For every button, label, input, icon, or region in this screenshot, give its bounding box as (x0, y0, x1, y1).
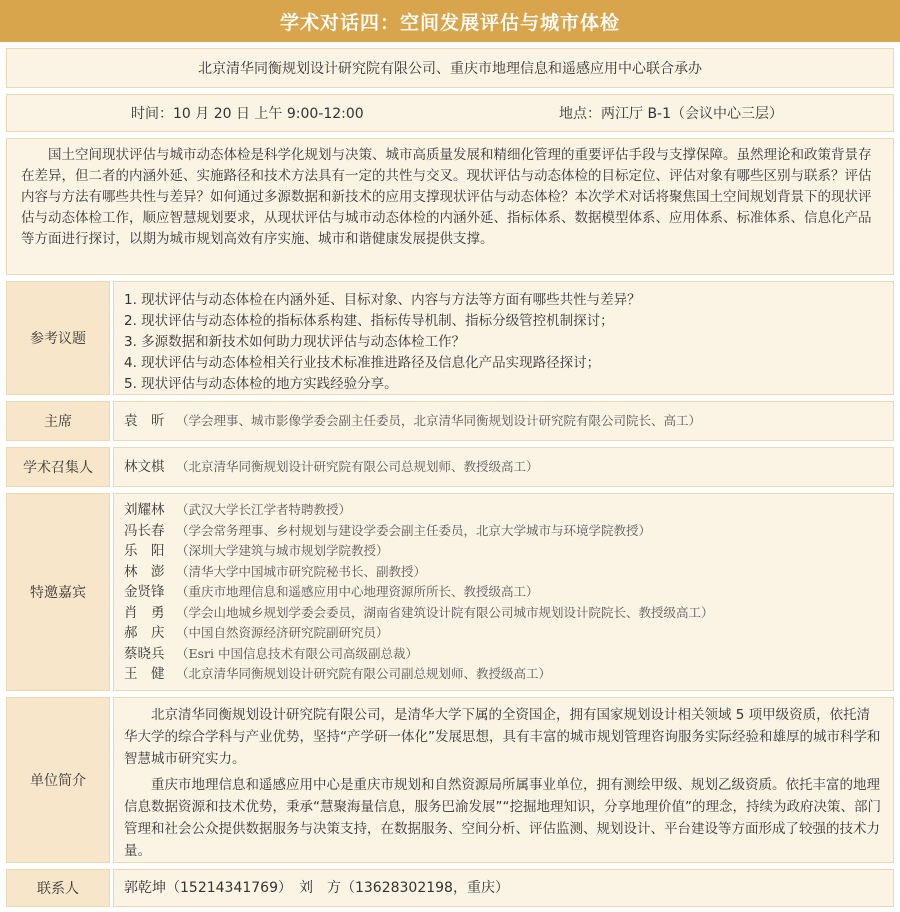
guest-item (124, 623, 883, 644)
topics-label: 参考议题 (6, 281, 110, 395)
guest-name: 冯长春 (124, 522, 165, 539)
topics-row (0, 278, 900, 398)
chair-name: 袁 昕 (124, 412, 165, 429)
session-title: 学术对话四：空间发展评估与城市体检 (0, 0, 900, 42)
organizers-row (0, 45, 900, 91)
guest-affiliation: （重庆市地理信息和遥感应用中心地理资源所所长、教授级高工） (176, 584, 539, 599)
guest-affiliation: （武汉大学长江学者特聘教授） (176, 502, 352, 517)
time-location-cell (6, 94, 894, 132)
guest-item (124, 541, 883, 562)
guest-name: 乐 阳 (124, 543, 165, 559)
chair-row (0, 398, 900, 444)
session-location: 地点：两江厅 B-1（会议中心三层） (559, 106, 784, 122)
guests-label: 特邀嘉宾 (6, 493, 110, 691)
units-row (0, 694, 900, 866)
convener-affiliation: （北京清华同衡规划设计研究院有限公司总规划师、教授级高工） (176, 458, 539, 474)
intro-text: 国土空间现状评估与城市动态体检是科学化规划与决策、城市高质量发展和精细化管理的重要评估手段与支撑保障。虽然理论和政策背景存在差异，但二者的内涵外延、实施路径和技术方法具有一定的共性与交叉。现状评估与动态体检的目标定位、评估对象有哪些区别与联系？评估内容与方法有哪些共性与差异？如何通过多源数据和新技术的应用支撑现状评估与动态体检？本次学术对话将聚焦国土空间规划背景下的现状评估与动态体检工作，顺应智慧规划要求，从现状评估与城市动态体检的内涵外延、指标体系、数据模型体系、应用体系、标准体系、信息化产品等方面进行探讨，以期为城市规划高效有序实施、城市和谐健康发展提供支撑。 (6, 138, 894, 275)
guest-item (124, 562, 883, 583)
contact-label: 联系人 (6, 869, 110, 907)
guest-item (124, 644, 883, 665)
guest-affiliation: （学会山地城乡规划学委会委员，湖南省建筑设计院有限公司城市规划设计院院长、教授级高工） (176, 604, 714, 620)
topic-item: 1. 现状评估与动态体检在内涵外延、目标对象、内容与方法等方面有哪些共性与差异？ (124, 292, 641, 308)
convener-label: 学术召集人 (6, 447, 110, 487)
intro-row (0, 135, 900, 278)
topic-item: 5. 现状评估与动态体检的地方实践经验分享。 (124, 376, 398, 392)
convener-name: 林文棋 (124, 458, 165, 475)
guests-list (113, 493, 894, 691)
convener-row (0, 444, 900, 490)
convener-content (113, 447, 894, 487)
guest-name: 王 健 (124, 666, 165, 682)
topic-item: 2. 现状评估与动态体检的指标体系构建、指标传导机制、指标分级管控机制探讨； (124, 313, 614, 329)
chair-affiliation: （学会理事、城市影像学委会副主任委员，北京清华同衡规划设计研究院有限公司院长、高工） (176, 412, 702, 428)
guest-item (124, 521, 883, 542)
guest-name: 郝 庆 (124, 625, 165, 641)
topic-item: 3. 多源数据和新技术如何助力现状评估与动态体检工作？ (124, 334, 466, 350)
time-location-row (0, 91, 900, 135)
guest-item (124, 500, 883, 521)
topics-list (113, 281, 894, 395)
guest-name: 刘耀林 (124, 502, 165, 518)
units-label: 单位简介 (6, 697, 110, 863)
guest-affiliation: （深圳大学建筑与城市规划学院教授） (176, 543, 389, 558)
guest-affiliation: （学会常务理事、乡村规划与建设学委会副主任委员，北京大学城市与环境学院教授） (176, 522, 652, 538)
unit-intro-paragraph: 重庆市地理信息和遥感应用中心是重庆市规划和自然资源局所属事业单位，拥有测绘甲级、规划乙级资质。依托丰富的地理信息数据资源和技术优势，秉承“慧聚海量信息，服务巴渝发展”“挖掘地理知识，分享地理价值”的理念，持续为政府决策、部门管理和社会公众提供数据服务与决策支持，在数据服务、空间分析、评估监测、规划设计、平台建设等方面形成了较强的技术力量。 (124, 777, 881, 859)
guest-name: 肖 勇 (124, 604, 165, 621)
guests-row (0, 490, 900, 694)
guest-affiliation: （中国自然资源经济研究院副研究员） (176, 625, 389, 640)
contact-content (113, 869, 894, 907)
organizers-text: 北京清华同衡规划设计研究院有限公司、重庆市地理信息和遥感应用中心联合承办 (6, 48, 894, 88)
guest-item (124, 603, 883, 624)
guest-name: 林 澎 (124, 563, 165, 580)
guest-affiliation: （北京清华同衡规划设计研究院有限公司副总规划师、教授级高工） (176, 666, 552, 681)
chair-content (113, 401, 894, 441)
session-time: 时间：10 月 20 日 上午 9:00-12:00 (131, 106, 364, 122)
chair-label: 主席 (6, 401, 110, 441)
contact-row (0, 866, 900, 910)
guest-affiliation: （清华大学中国城市研究院秘书长、副教授） (176, 563, 427, 579)
guest-name: 蔡晓兵 (124, 645, 165, 662)
guest-name: 金贤锋 (124, 584, 165, 600)
contact-text: 郭乾坤（15214341769） 刘 方（13628302198，重庆） (124, 879, 509, 896)
unit-intro-paragraph: 北京清华同衡规划设计研究院有限公司，是清华大学下属的全资国企，拥有国家规划设计相关领域 5 项甲级资质，依托清华大学的综合学科与产业优势，坚持“产学研一体化”发展思想，具有丰富的城市规划管理咨询服务实际经验和雄厚的城市科学和智慧城市研究实力。 (124, 707, 881, 767)
units-content (113, 697, 894, 863)
guest-item (124, 582, 883, 603)
guest-item (124, 664, 883, 685)
topic-item: 4. 现状评估与动态体检相关行业技术标准推进路径及信息化产品实现路径探讨； (124, 355, 601, 371)
guest-affiliation: （Esri 中国信息技术有限公司高级副总裁） (176, 645, 418, 661)
